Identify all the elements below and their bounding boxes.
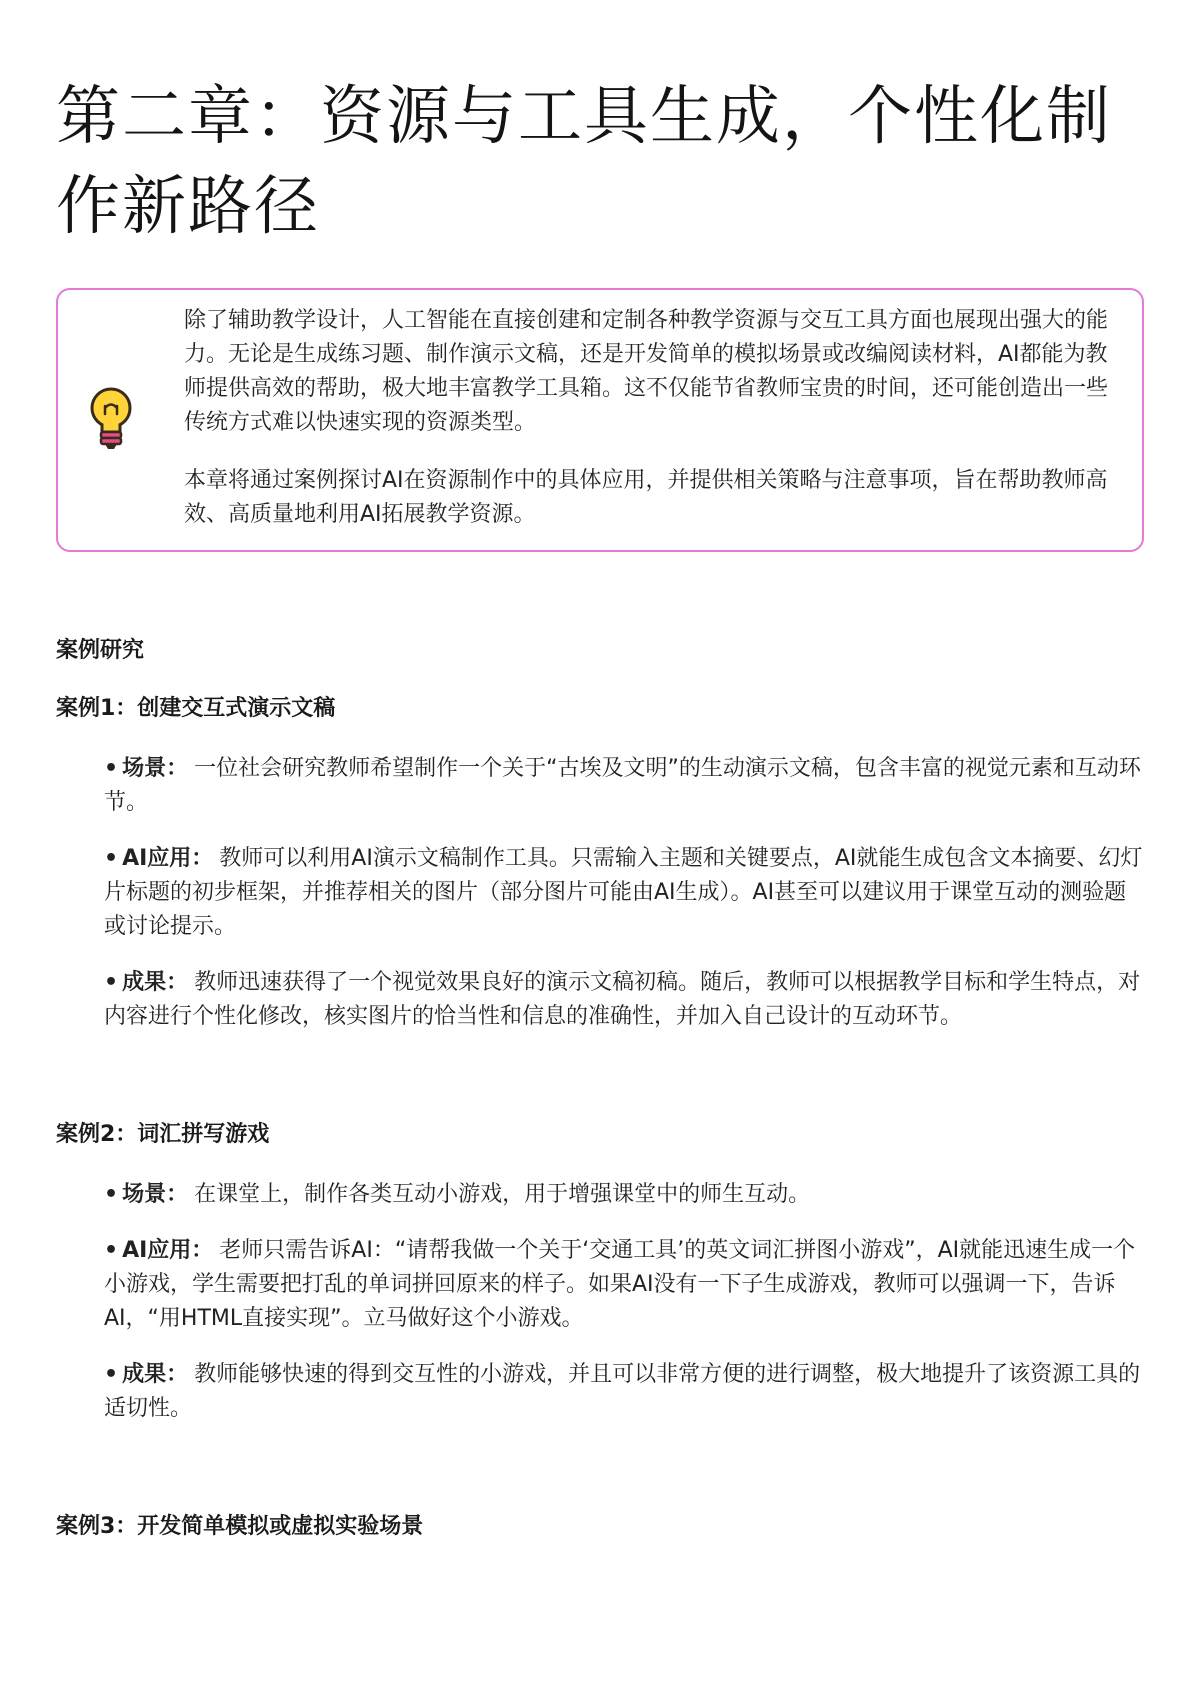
case-title: 案例3：开发简单模拟或虚拟实验场景 — [56, 1514, 424, 1539]
list-item — [104, 752, 1146, 820]
list-item — [104, 1178, 1146, 1212]
item-label: 成果： — [122, 1362, 189, 1387]
section-heading: 案例研究 — [56, 638, 145, 663]
case-title: 案例1：创建交互式演示文稿 — [56, 696, 336, 721]
item-label: 场景： — [122, 756, 189, 781]
bullet-icon: • — [104, 846, 119, 871]
bullet-icon: • — [104, 1362, 119, 1387]
item-text: 一位社会研究教师希望制作一个关于“古埃及文明”的生动演示文稿，包含丰富的视觉元素和互动环节。 — [104, 756, 1141, 815]
case-list — [56, 1178, 1146, 1426]
list-item — [104, 1234, 1146, 1336]
intro-callout — [56, 288, 1144, 552]
bullet-icon: • — [104, 970, 119, 995]
list-item — [104, 1358, 1146, 1426]
item-text: 教师可以利用AI演示文稿制作工具。只需输入主题和关键要点，AI就能生成包含文本摘要、幻灯片标题的初步框架，并推荐相关的图片（部分图片可能由AI生成）。AI甚至可以建议用于课堂互动的测验题或讨论提示。 — [104, 846, 1143, 939]
item-text: 教师能够快速的得到交互性的小游戏，并且可以非常方便的进行调整，极大地提升了该资源工具的适切性。 — [104, 1362, 1141, 1421]
list-item — [104, 966, 1146, 1034]
lightbulb-icon — [86, 386, 136, 452]
item-label: AI应用： — [122, 1238, 214, 1263]
item-text: 老师只需告诉AI：“请帮我做一个关于‘交通工具’的英文词汇拼图小游戏”，AI就能迅速生成一个小游戏，学生需要把打乱的单词拼回原来的样子。如果AI没有一下子生成游戏，教师可以强调一下，告诉AI，“用HTML直接实现”。立马做好这个小游戏。 — [104, 1238, 1136, 1331]
callout-paragraph: 除了辅助教学设计，人工智能在直接创建和定制各种教学资源与交互工具方面也展现出强大的能力。无论是生成练习题、制作演示文稿，还是开发简单的模拟场景或改编阅读材料，AI都能为教师提供高效的帮助，极大地丰富教学工具箱。这不仅能节省教师宝贵的时间，还可能创造出一些传统方式难以快速实现的资源类型。 — [184, 308, 1109, 435]
case-title: 案例2：词汇拼写游戏 — [56, 1122, 270, 1147]
bullet-icon: • — [104, 1238, 119, 1263]
case-list — [56, 752, 1146, 1034]
list-item — [104, 842, 1146, 944]
bullet-icon: • — [104, 1182, 119, 1207]
item-label: AI应用： — [122, 846, 214, 871]
document-page — [56, 72, 1146, 1542]
item-text: 教师迅速获得了一个视觉效果良好的演示文稿初稿。随后，教师可以根据教学目标和学生特点，对内容进行个性化修改，核实图片的恰当性和信息的准确性，并加入自己设计的互动环节。 — [104, 970, 1141, 1029]
callout-paragraph: 本章将通过案例探讨AI在资源制作中的具体应用，并提供相关策略与注意事项，旨在帮助教师高效、高质量地利用AI拓展教学资源。 — [184, 468, 1108, 527]
chapter-title: 第二章：资源与工具生成，个性化制作新路径 — [56, 80, 1112, 244]
item-text: 在课堂上，制作各类互动小游戏，用于增强课堂中的师生互动。 — [194, 1182, 811, 1207]
bullet-icon: • — [104, 756, 119, 781]
item-label: 场景： — [122, 1182, 189, 1207]
item-label: 成果： — [122, 970, 189, 995]
